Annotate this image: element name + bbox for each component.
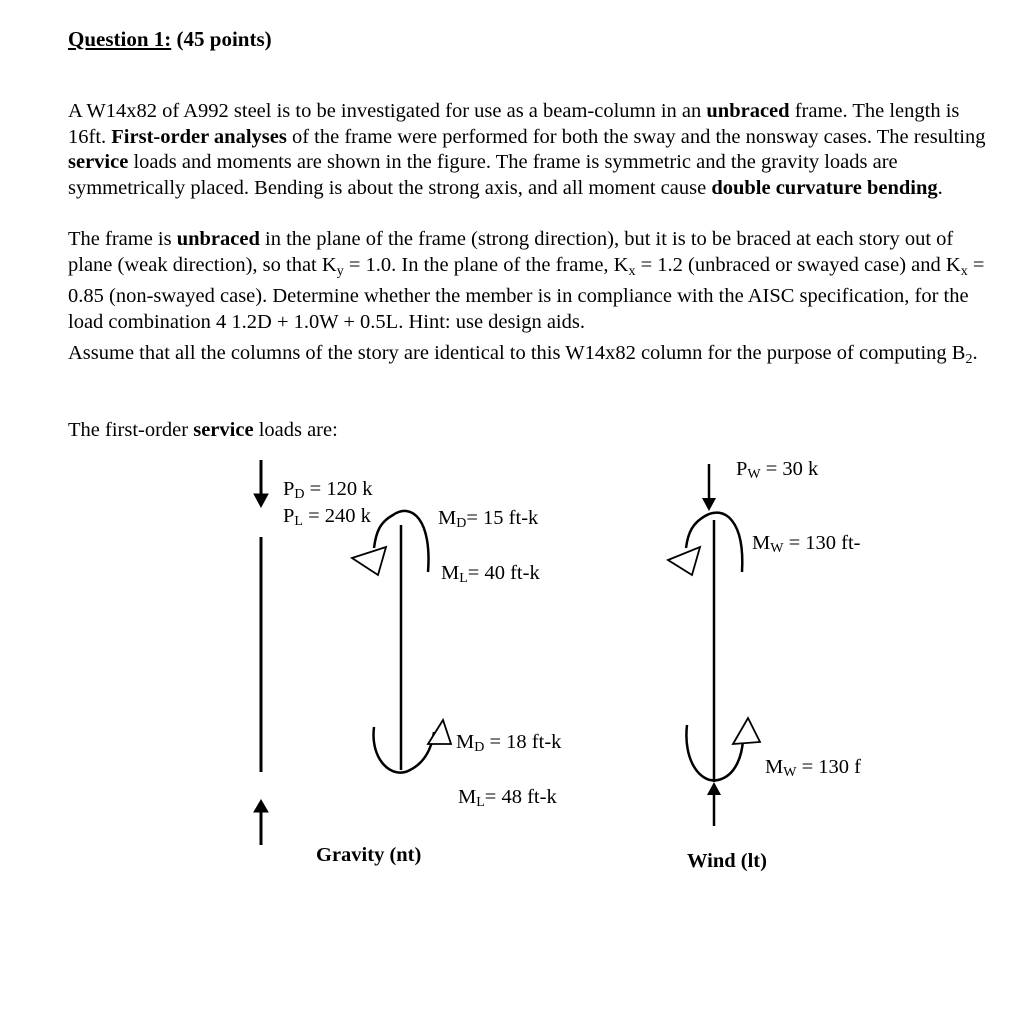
question-points: (45 points) [176,27,272,51]
wind-mw-bottom-label: MW = 130 f [765,756,861,780]
bottom-moment-arrowhead-icon [428,720,451,744]
wind-caption: Wind (lt) [687,850,767,872]
gravity-ml-bottom-label: ML= 48 ft-k [458,786,557,810]
gravity-md-top-label: MD= 15 ft-k [438,507,539,531]
wind-down-arrow-icon [702,498,716,511]
gravity-pd-label: PD = 120 k [283,478,373,502]
gravity-column [352,511,451,773]
wind-pw-label: PW = 30 k [736,458,819,482]
wind-column [668,464,760,826]
gravity-md-bottom-label: MD = 18 ft-k [456,731,562,755]
intro-paragraph: A W14x82 of A992 steel is to be investigated for use as a beam-column in an unbraced frame. The length is 16ft. First-order analyses of the frame were performed for both the sway and the nonsway cases. The resulting service loads and moments are shown in the figure. The frame is symmetric and the gravity loads are symmetrically placed. Bending is about the strong axis, and all moment cause double curvature bending. [68,100,986,199]
wind-top-moment-arrowhead-icon [668,547,700,575]
wind-up-arrow-icon [707,782,721,795]
wind-bottom-moment-arrowhead-icon [733,718,760,744]
bottom-moment-arc [374,727,434,773]
b2-paragraph: Assume that all the columns of the story are identical to this W14x82 column for the purpose of computing $B_2$. [68,342,978,367]
gravity-reference [254,460,268,845]
down-arrow-icon [254,494,268,507]
bracing-paragraph: The frame is unbraced in the plane of the frame (strong direction), but it is to be braced at each story out of plane (weak direction), so that $K_y = 1.0$. In the plane of the frame, $K_x = 1.2$ (unbraced or swayed case) and $K_x = 0.85$ (non-swayed case). Determine whether the member is in compliance with the AISC specification, for the load combination 4 1.2D + 1.0W + 0.5L. Hint: use design aids. [68,228,985,333]
gravity-pl-label: PL = 240 k [283,505,371,529]
gravity-ml-top-label: ML= 40 ft-k [441,562,540,586]
top-moment-arrowhead-icon [352,547,386,575]
gravity-caption: Gravity (nt) [316,844,422,866]
loads-intro: The first-order service loads are: [68,419,338,441]
question-number: Question 1: [68,27,172,51]
wind-mw-top-label: MW = 130 ft- [752,532,861,556]
